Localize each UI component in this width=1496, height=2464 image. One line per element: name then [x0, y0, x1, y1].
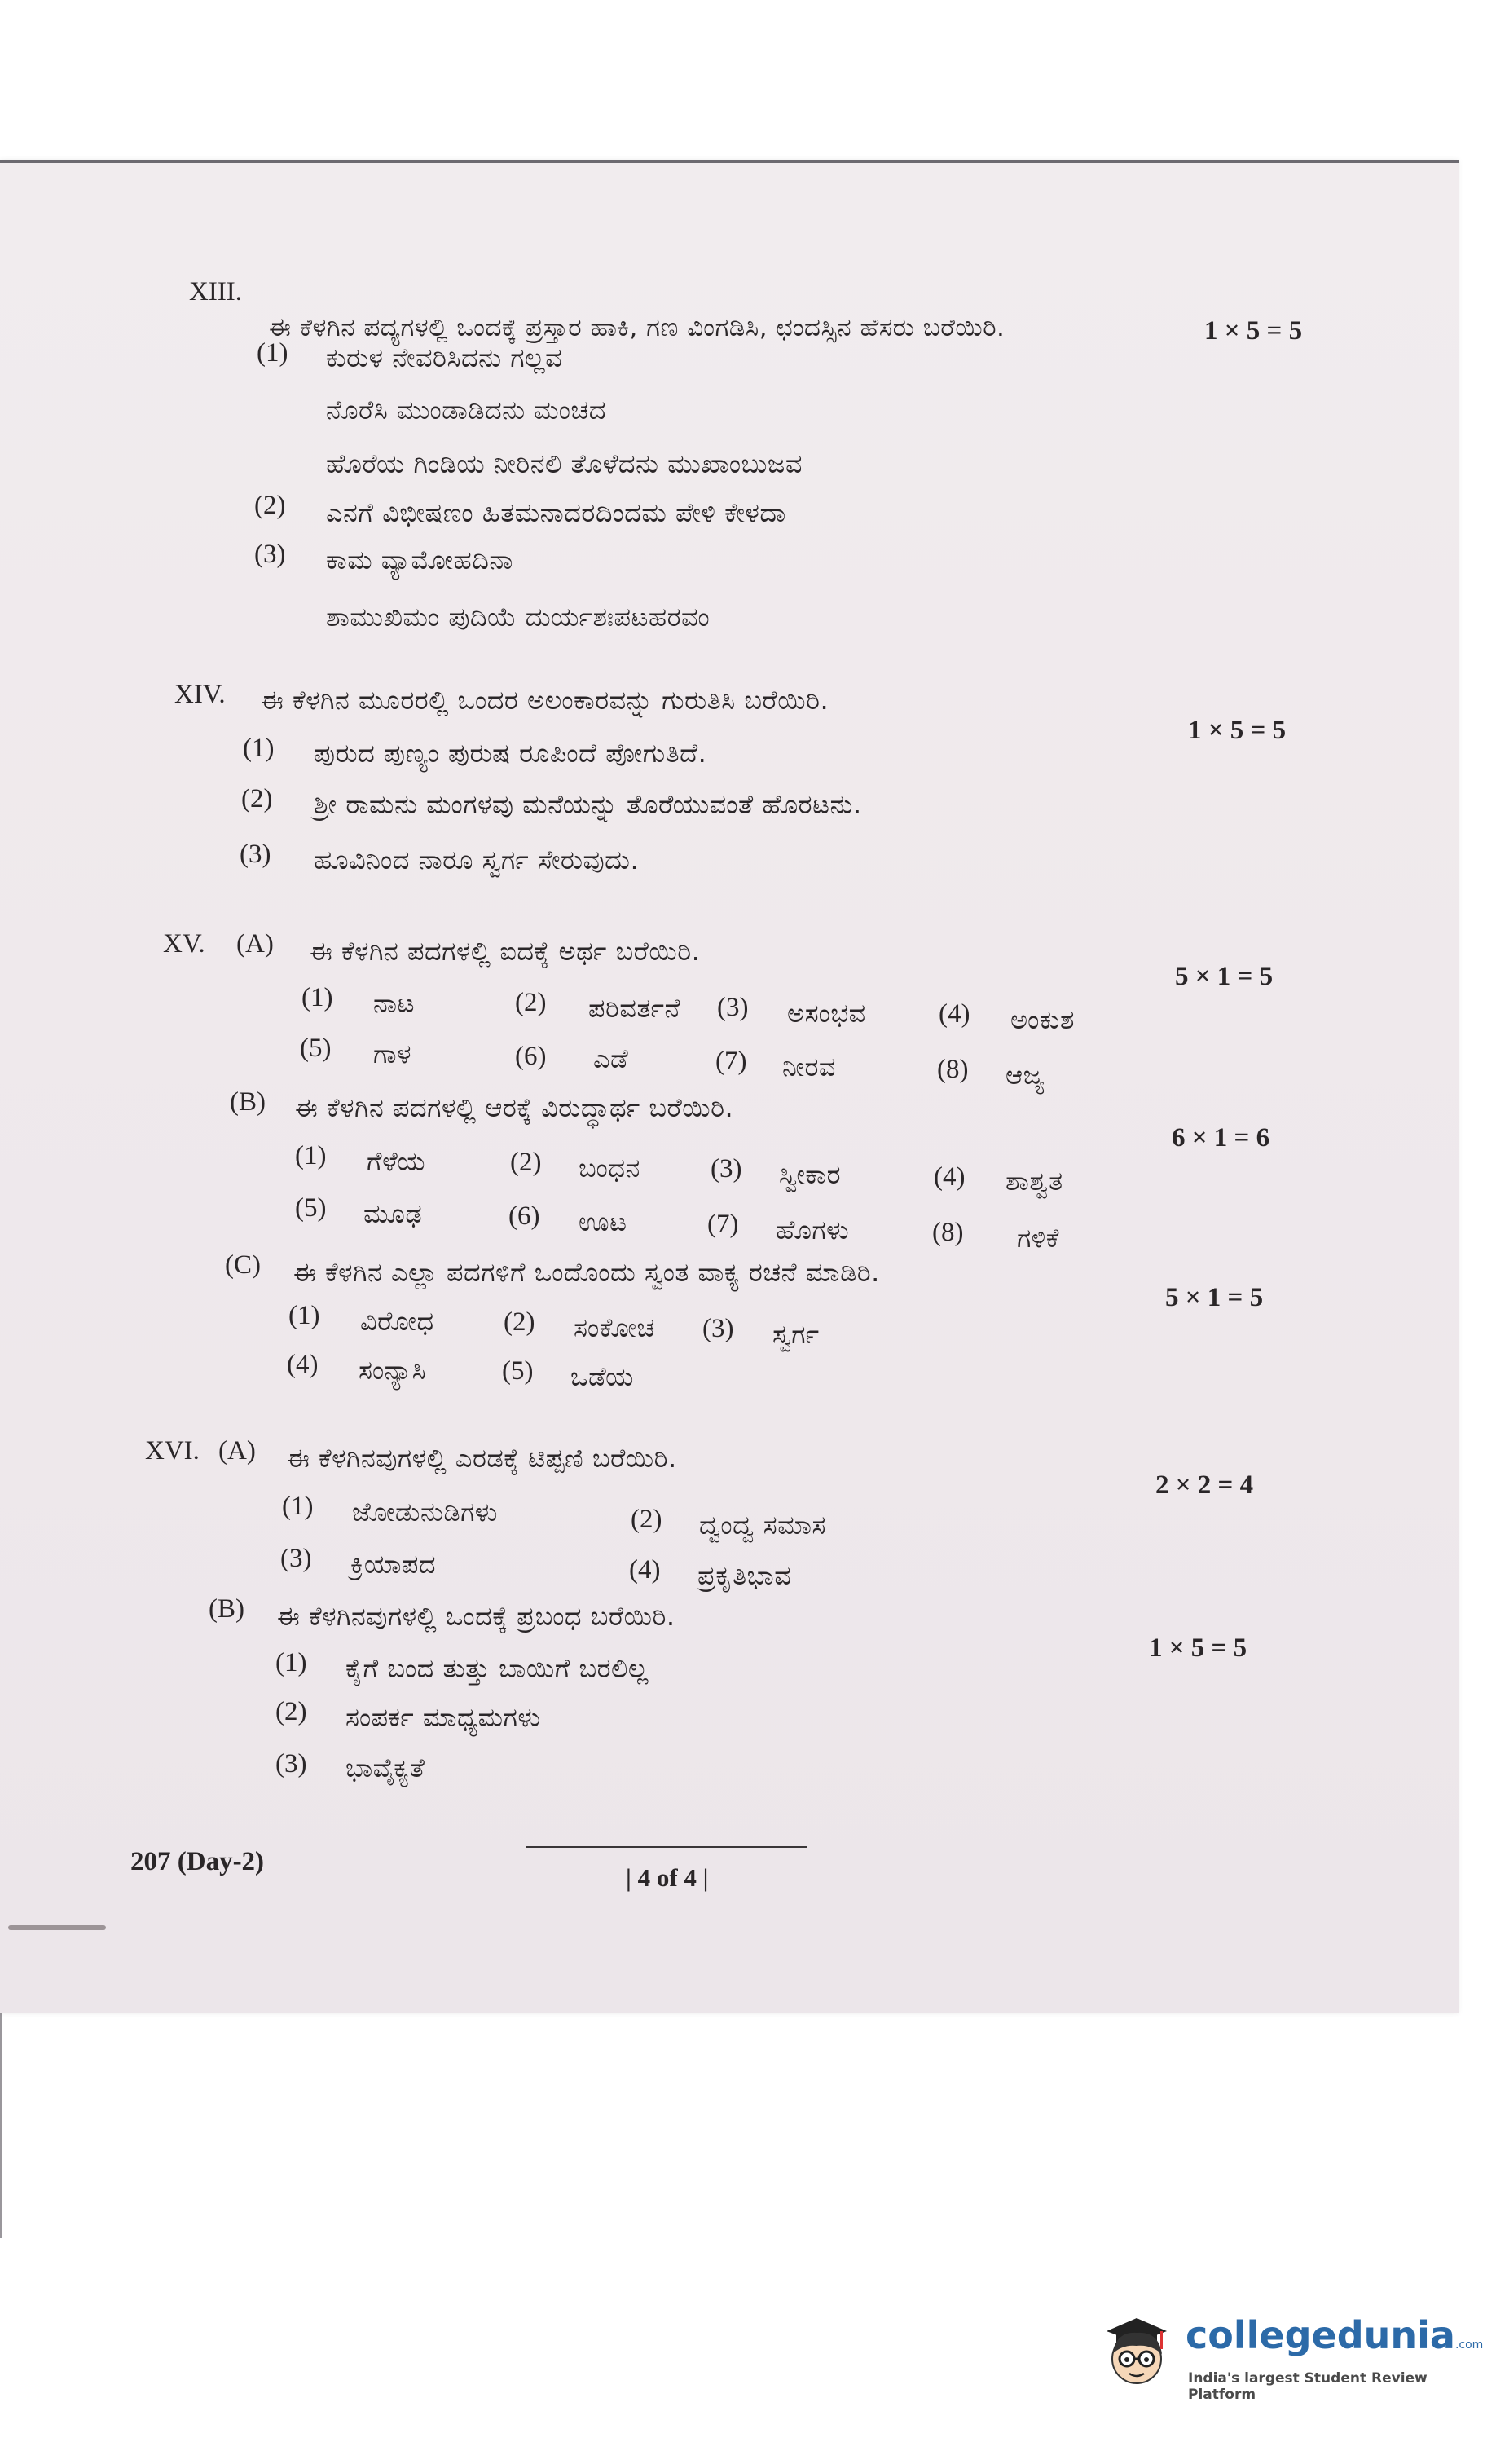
q14-item-3-number: (3)	[240, 840, 271, 869]
q13-item-1-line-3: ಹೊರೆಯ ಗಿಂಡಿಯ ನೀರಿನಲಿ ತೊಳೆದನು ಮುಖಾಂಬುಜವ	[326, 448, 803, 479]
q14-item-2-number: (2)	[241, 784, 273, 813]
q16a-word-2: ದ್ವಂದ್ವ ಸಮಾಸ	[699, 1510, 826, 1541]
q14-item-1-text: ಪುರುದ ಪುಣ್ಯಂ ಪುರುಷ ರೂಪಿಂದೆ ಪೋಗುತಿದೆ.	[314, 738, 707, 769]
q15b-word-3: ಸ್ವೀಕಾರ	[779, 1159, 842, 1190]
q16b-instruction: ಈ ಕೆಳಗಿನವುಗಳಲ್ಲಿ ಒಂದಕ್ಕೆ ಪ್ರಬಂಧ ಬರೆಯಿರಿ.	[277, 1601, 675, 1632]
q15b-word-8-number: (8)	[932, 1218, 964, 1247]
q13-number: XIII.	[189, 277, 243, 306]
q16-number: XVI.	[145, 1436, 200, 1466]
q15c-word-1: ವಿರೋಧ	[360, 1306, 434, 1337]
q14-marks: 1 × 5 = 5	[1188, 716, 1287, 745]
q15-number: XV.	[163, 929, 205, 959]
footer-rule	[526, 1846, 807, 1848]
q16a-word-4-number: (4)	[629, 1555, 661, 1585]
q15a-word-6: ಎಡೆ	[593, 1043, 629, 1074]
q15b-word-1: ಗೆಳೆಯ	[367, 1146, 425, 1177]
q13-item-3-line-2: ಶಾಮುಖಿಮಂ ಪುದಿಯೆ ದುರ್ಯಶಃಪಟಹರವಂ	[326, 602, 711, 633]
q15b-label: (B)	[230, 1087, 266, 1117]
q16a-word-1: ಜೋಡುನುಡಿಗಳು	[352, 1496, 498, 1527]
q13-item-1-line-1: ಕುರುಳ ನೇವರಿಸಿದನು ಗಲ್ಲವ	[326, 342, 563, 373]
q15c-word-1-number: (1)	[288, 1301, 320, 1330]
scan-smudge	[8, 1925, 106, 1930]
q15a-word-6-number: (6)	[515, 1042, 547, 1071]
q15b-word-7-number: (7)	[707, 1210, 739, 1239]
q13-item-3-line-1: ಕಾಮ ವ್ಯಾಮೋಹದಿನಾ	[326, 544, 513, 575]
q15c-word-4: ಸಂನ್ಯಾಸಿ	[359, 1355, 427, 1386]
q13-item-2-line-1: ಎನಗೆ ವಿಭೀಷಣಂ ಹಿತಮನಾದರದಿಂದಮ ಪೇಳಿ ಕೇಳದಾ	[326, 497, 786, 528]
q15c-label: (C)	[225, 1250, 261, 1280]
brand-tagline: India's largest Student Review Platform	[1188, 2370, 1428, 2403]
q15b-word-6-number: (6)	[508, 1201, 540, 1231]
q16a-instruction: ಈ ಕೆಳಗಿನವುಗಳಲ್ಲಿ ಎರಡಕ್ಕೆ ಟಿಪ್ಪಣಿ ಬರೆಯಿರಿ.	[287, 1443, 677, 1474]
q15a-word-7: ನೀರವ	[782, 1051, 836, 1082]
q16a-label: (A)	[218, 1436, 256, 1466]
q16a-marks: 2 × 2 = 4	[1155, 1470, 1254, 1500]
q15c-word-4-number: (4)	[287, 1350, 319, 1379]
q15b-word-5-number: (5)	[295, 1193, 327, 1223]
brand-suffix: .com	[1454, 2338, 1484, 2352]
q15c-word-5: ಒಡೆಯ	[570, 1361, 634, 1392]
q16b-item-2: ಸಂಪರ್ಕ ಮಾಧ್ಯಮಗಳು	[345, 1702, 541, 1733]
q16a-word-4: ಪ್ರಕೃತಿಭಾವ	[697, 1560, 792, 1591]
q16a-word-1-number: (1)	[282, 1492, 314, 1521]
q16a-word-3: ಕ್ರಿಯಾಪದ	[350, 1549, 437, 1580]
q15a-word-8-number: (8)	[937, 1055, 969, 1084]
q15a-word-3-number: (3)	[717, 993, 749, 1022]
brand-name: collegedunia.com	[1186, 2313, 1484, 2357]
q15a-word-7-number: (7)	[715, 1047, 747, 1076]
mascot-icon	[1092, 2307, 1181, 2396]
q15b-word-2: ಬಂಧನ	[579, 1153, 640, 1184]
paper-code: 207 (Day-2)	[130, 1847, 265, 1876]
q15a-word-8: ಆಜ್ಯ	[1005, 1060, 1045, 1091]
q15c-instruction: ಈ ಕೆಳಗಿನ ಎಲ್ಲಾ ಪದಗಳಿಗೆ ಒಂದೊಂದು ಸ್ವಂತ ವಾಕ್ಯ ರಚನೆ ಮಾಡಿರಿ.	[293, 1257, 880, 1288]
q15b-word-2-number: (2)	[510, 1148, 542, 1177]
q15c-marks: 5 × 1 = 5	[1165, 1283, 1264, 1312]
q14-number: XIV.	[174, 680, 226, 709]
collegedunia-watermark	[1092, 2307, 1484, 2404]
q16b-item-3: ಭಾವೈಕ್ಯತೆ	[345, 1752, 425, 1783]
q16b-item-3-number: (3)	[275, 1749, 307, 1779]
q15b-word-7: ಹೊಗಳು	[776, 1214, 850, 1245]
q15a-word-3: ಅಸಂಭವ	[787, 998, 866, 1029]
q14-item-3-text: ಹೂವಿನಿಂದ ನಾರೂ ಸ್ವರ್ಗ ಸೇರುವುದು.	[314, 844, 640, 875]
q15c-word-3-number: (3)	[702, 1314, 734, 1343]
q13-item-2-number: (2)	[254, 491, 286, 520]
q16a-word-3-number: (3)	[280, 1544, 312, 1573]
q15a-word-5-number: (5)	[300, 1034, 332, 1063]
q16b-marks: 1 × 5 = 5	[1149, 1633, 1247, 1663]
q15a-marks: 5 × 1 = 5	[1175, 962, 1274, 991]
q15a-word-4: ಅಂಕುಶ	[1010, 1004, 1075, 1035]
q15b-word-8: ಗಳಿಕೆ	[1017, 1223, 1059, 1254]
q14-item-1-number: (1)	[243, 734, 275, 763]
q14-item-2-text: ಶ್ರೀ ರಾಮನು ಮಂಗಳವು ಮನೆಯನ್ನು ತೊರೆಯುವಂತೆ ಹೊರಟನು.	[314, 789, 862, 820]
q15b-word-3-number: (3)	[711, 1154, 742, 1184]
q15a-instruction: ಈ ಕೆಳಗಿನ ಪದಗಳಲ್ಲಿ ಐದಕ್ಕೆ ಅರ್ಥ ಬರೆಯಿರಿ.	[310, 936, 701, 967]
q16b-label: (B)	[209, 1594, 244, 1624]
q15b-word-4-number: (4)	[934, 1162, 966, 1192]
q13-item-1-line-2: ನೊರೆಸಿ ಮುಂಡಾಡಿದನು ಮಂಚದ	[326, 395, 606, 425]
q15a-word-1: ನಾಟ	[373, 988, 415, 1019]
q15b-word-1-number: (1)	[295, 1141, 327, 1170]
q16a-word-2-number: (2)	[631, 1505, 662, 1534]
q15b-word-4: ಶಾಶ್ವತ	[1005, 1166, 1063, 1197]
q15a-word-5: ಗಾಳ	[373, 1038, 411, 1069]
q16b-item-1-number: (1)	[275, 1648, 307, 1677]
q15c-word-2-number: (2)	[504, 1307, 535, 1337]
q15c-word-2: ಸಂಕೋಚ	[574, 1312, 655, 1343]
q16b-item-2-number: (2)	[275, 1697, 307, 1726]
q15b-marks: 6 × 1 = 6	[1172, 1123, 1270, 1153]
q15b-word-5: ಮೂಢ	[363, 1198, 423, 1229]
q13-instruction: ಈ ಕೆಳಗಿನ ಪದ್ಯಗಳಲ್ಲಿ ಒಂದಕ್ಕೆ ಪ್ರಸ್ತಾರ ಹಾಕಿ, ಗಣ ವಿಂಗಡಿಸಿ, ಛಂದಸ್ಸಿನ ಹೆಸರು ಬರೆಯಿರಿ.	[269, 313, 1005, 342]
exam-page-scan	[0, 160, 1459, 2013]
q15c-word-5-number: (5)	[502, 1356, 534, 1386]
q15c-word-3: ಸ್ವರ್ಗ	[772, 1319, 820, 1350]
q15a-word-4-number: (4)	[939, 999, 970, 1029]
q13-item-1-number: (1)	[257, 338, 288, 368]
q15b-instruction: ಈ ಕೆಳಗಿನ ಪದಗಳಲ್ಲಿ ಆರಕ್ಕೆ ವಿರುದ್ಧಾರ್ಥ ಬರೆಯಿರಿ.	[295, 1092, 734, 1123]
q15a-label: (A)	[236, 929, 274, 959]
page-number: | 4 of 4 |	[626, 1863, 709, 1892]
q15a-word-2-number: (2)	[515, 988, 547, 1017]
q15b-word-6: ಊಟ	[579, 1206, 627, 1237]
q15a-word-1-number: (1)	[301, 983, 333, 1012]
q16b-item-1: ಕೈಗೆ ಬಂದ ತುತ್ತು ಬಾಯಿಗೆ ಬರಲಿಲ್ಲ	[345, 1653, 649, 1684]
q13-marks: 1 × 5 = 5	[1204, 316, 1303, 346]
q15a-word-2: ಪರಿವರ್ತನೆ	[588, 993, 681, 1024]
q13-item-3-number: (3)	[254, 540, 286, 569]
q14-instruction: ಈ ಕೆಳಗಿನ ಮೂರರಲ್ಲಿ ಒಂದರ ಅಲಂಕಾರವನ್ನು ಗುರುತಿಸಿ ಬರೆಯಿರಿ.	[261, 685, 829, 716]
